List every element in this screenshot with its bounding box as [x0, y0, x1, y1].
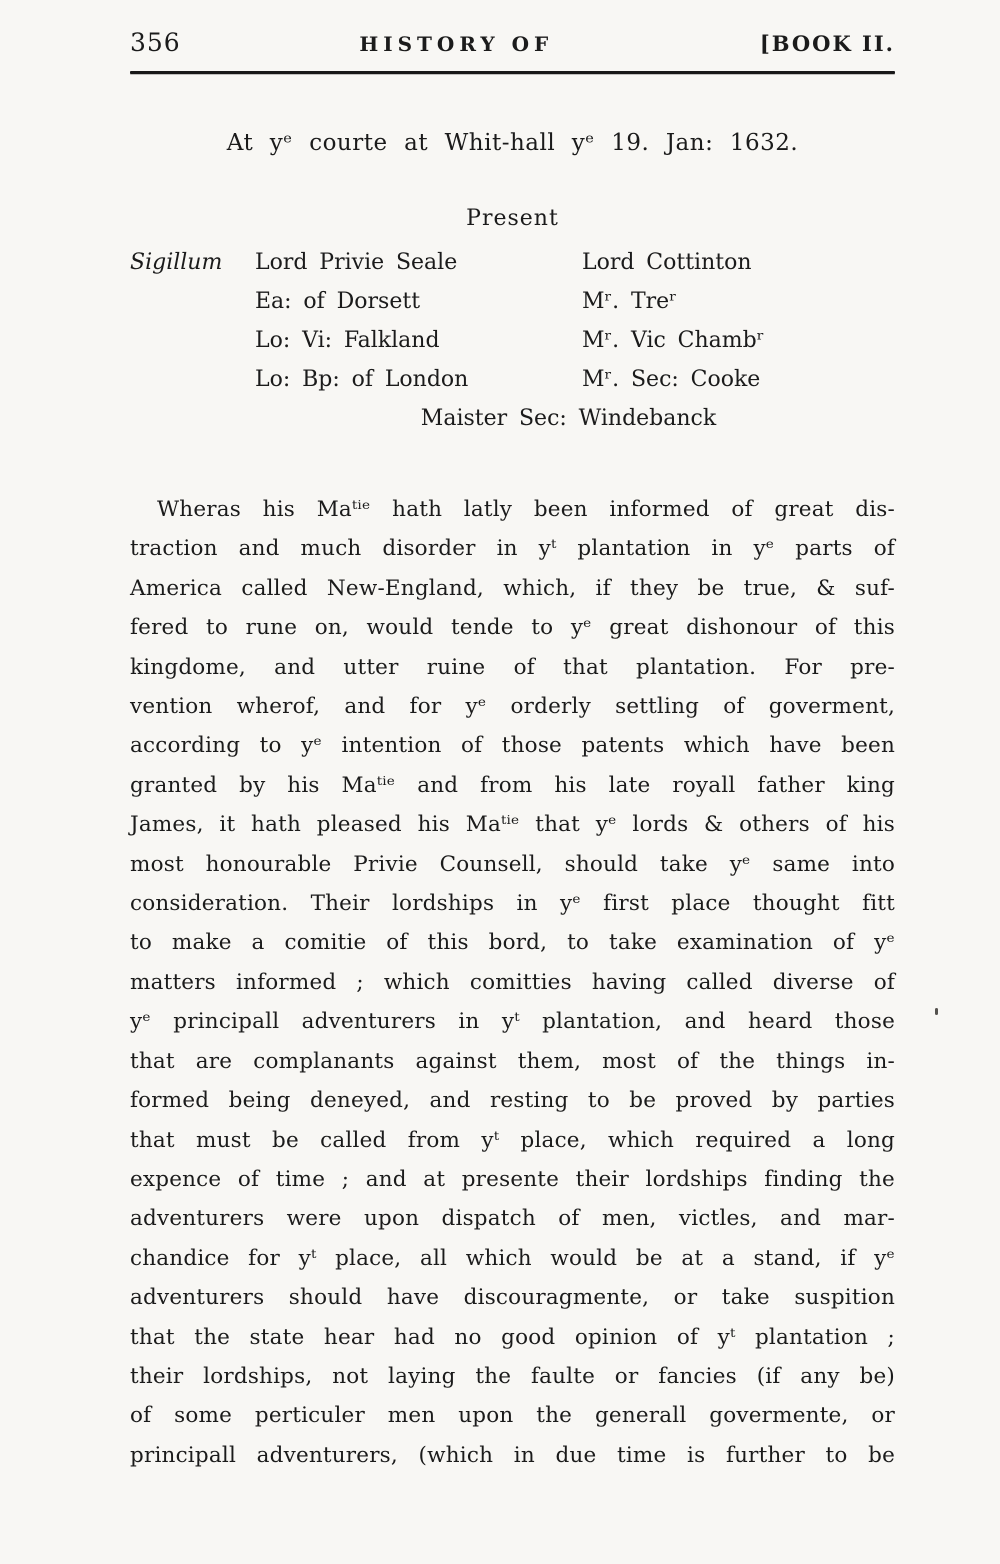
body-paragraph	[130, 490, 895, 1475]
body-line: adventurers were upon dispatch of men, victles, and mar-	[130, 1206, 895, 1232]
body-line: that are complanants against them, most of the things in-	[130, 1048, 895, 1074]
running-head	[130, 28, 895, 57]
body-line: of some perticuler men upon the generall govermente, or	[130, 1403, 895, 1429]
margin-note-empty	[130, 321, 255, 360]
attendee-row	[130, 243, 895, 282]
attendee-row	[130, 321, 895, 360]
body-line: Wheras his Maᵗⁱᵉ hath latly been informed of great dis-	[157, 497, 895, 522]
attendee-left: Lo: Bp: of London	[255, 367, 469, 392]
page-number: 356	[130, 28, 181, 57]
attendee-row	[130, 360, 895, 399]
scan-artifact	[935, 1008, 938, 1015]
body-line: principall adventurers, (which in due time is further to be	[130, 1442, 895, 1468]
attendee-left: Ea: of Dorsett	[255, 289, 421, 314]
attendee-right: Mʳ. Sec: Cooke	[582, 367, 761, 392]
attendee-right: Mʳ. Vic Chambʳ	[582, 328, 765, 353]
body-line: adventurers should have discouragmente, or take suspition	[130, 1285, 895, 1311]
attendee-right: Lord Cottinton	[582, 250, 752, 275]
court-dateline: At yᵉ courte at Whit-hall yᵉ 19. Jan: 1632.	[226, 130, 799, 156]
body-line: kingdome, and utter ruine of that plantation. For pre-	[130, 654, 895, 680]
body-line: America called New-England, which, if they be true, & suf-	[130, 575, 895, 601]
body-line: yᵉ principall adventurers in yᵗ plantation, and heard those	[130, 1009, 895, 1035]
attendee-right: Mʳ. Treʳ	[582, 289, 677, 314]
body-line: that must be called from yᵗ place, which required a long	[130, 1127, 895, 1153]
attendee-footer: Maister Sec: Windebanck	[420, 406, 717, 431]
body-line: fered to rune on, would tende to yᵉ great dishonour of this	[130, 615, 895, 641]
body-line: according to yᵉ intention of those patents which have been	[130, 733, 895, 759]
body-line: to make a comitie of this bord, to take examination of yᵉ	[130, 930, 895, 956]
attendee-row	[130, 282, 895, 321]
attendee-left: Lo: Vi: Falkland	[255, 328, 440, 353]
body-line: chandice for yᵗ place, all which would be at a stand, if yᵉ	[130, 1245, 895, 1271]
book-label: [BOOK II.	[759, 31, 895, 56]
margin-note-empty	[130, 282, 255, 321]
body-line: expence of time ; and at presente their lordships finding the	[130, 1166, 895, 1192]
body-line: traction and much disorder in yᵗ plantation in yᵉ parts of	[130, 536, 895, 562]
present-heading: Present	[466, 206, 559, 231]
body-line: granted by his Maᵗⁱᵉ and from his late royall father king	[130, 772, 895, 798]
body-line: that the state hear had no good opinion of yᵗ plantation ;	[130, 1324, 895, 1350]
body-line: their lordships, not laying the faulte or fancies (if any be)	[130, 1363, 895, 1389]
body-line: most honourable Privie Counsell, should take yᵉ same into	[130, 851, 895, 877]
body-line: vention wherof, and for yᵉ orderly settling of goverment,	[130, 694, 895, 720]
body-line: James, it hath pleased his Maᵗⁱᵉ that yᵉ lords & others of his	[130, 812, 895, 838]
running-title: HISTORY OF	[359, 32, 554, 56]
attendee-table	[130, 243, 895, 438]
body-line: formed being deneyed, and resting to be proved by parties	[130, 1088, 895, 1114]
header-rule	[130, 71, 895, 74]
body-line: matters informed ; which comitties having called diverse of	[130, 969, 895, 995]
body-line: consideration. Their lordships in yᵉ first place thought fitt	[130, 891, 895, 917]
margin-note-empty	[130, 360, 255, 399]
margin-note-sigillum: Sigillum	[130, 250, 223, 275]
attendee-left: Lord Privie Seale	[255, 250, 458, 275]
